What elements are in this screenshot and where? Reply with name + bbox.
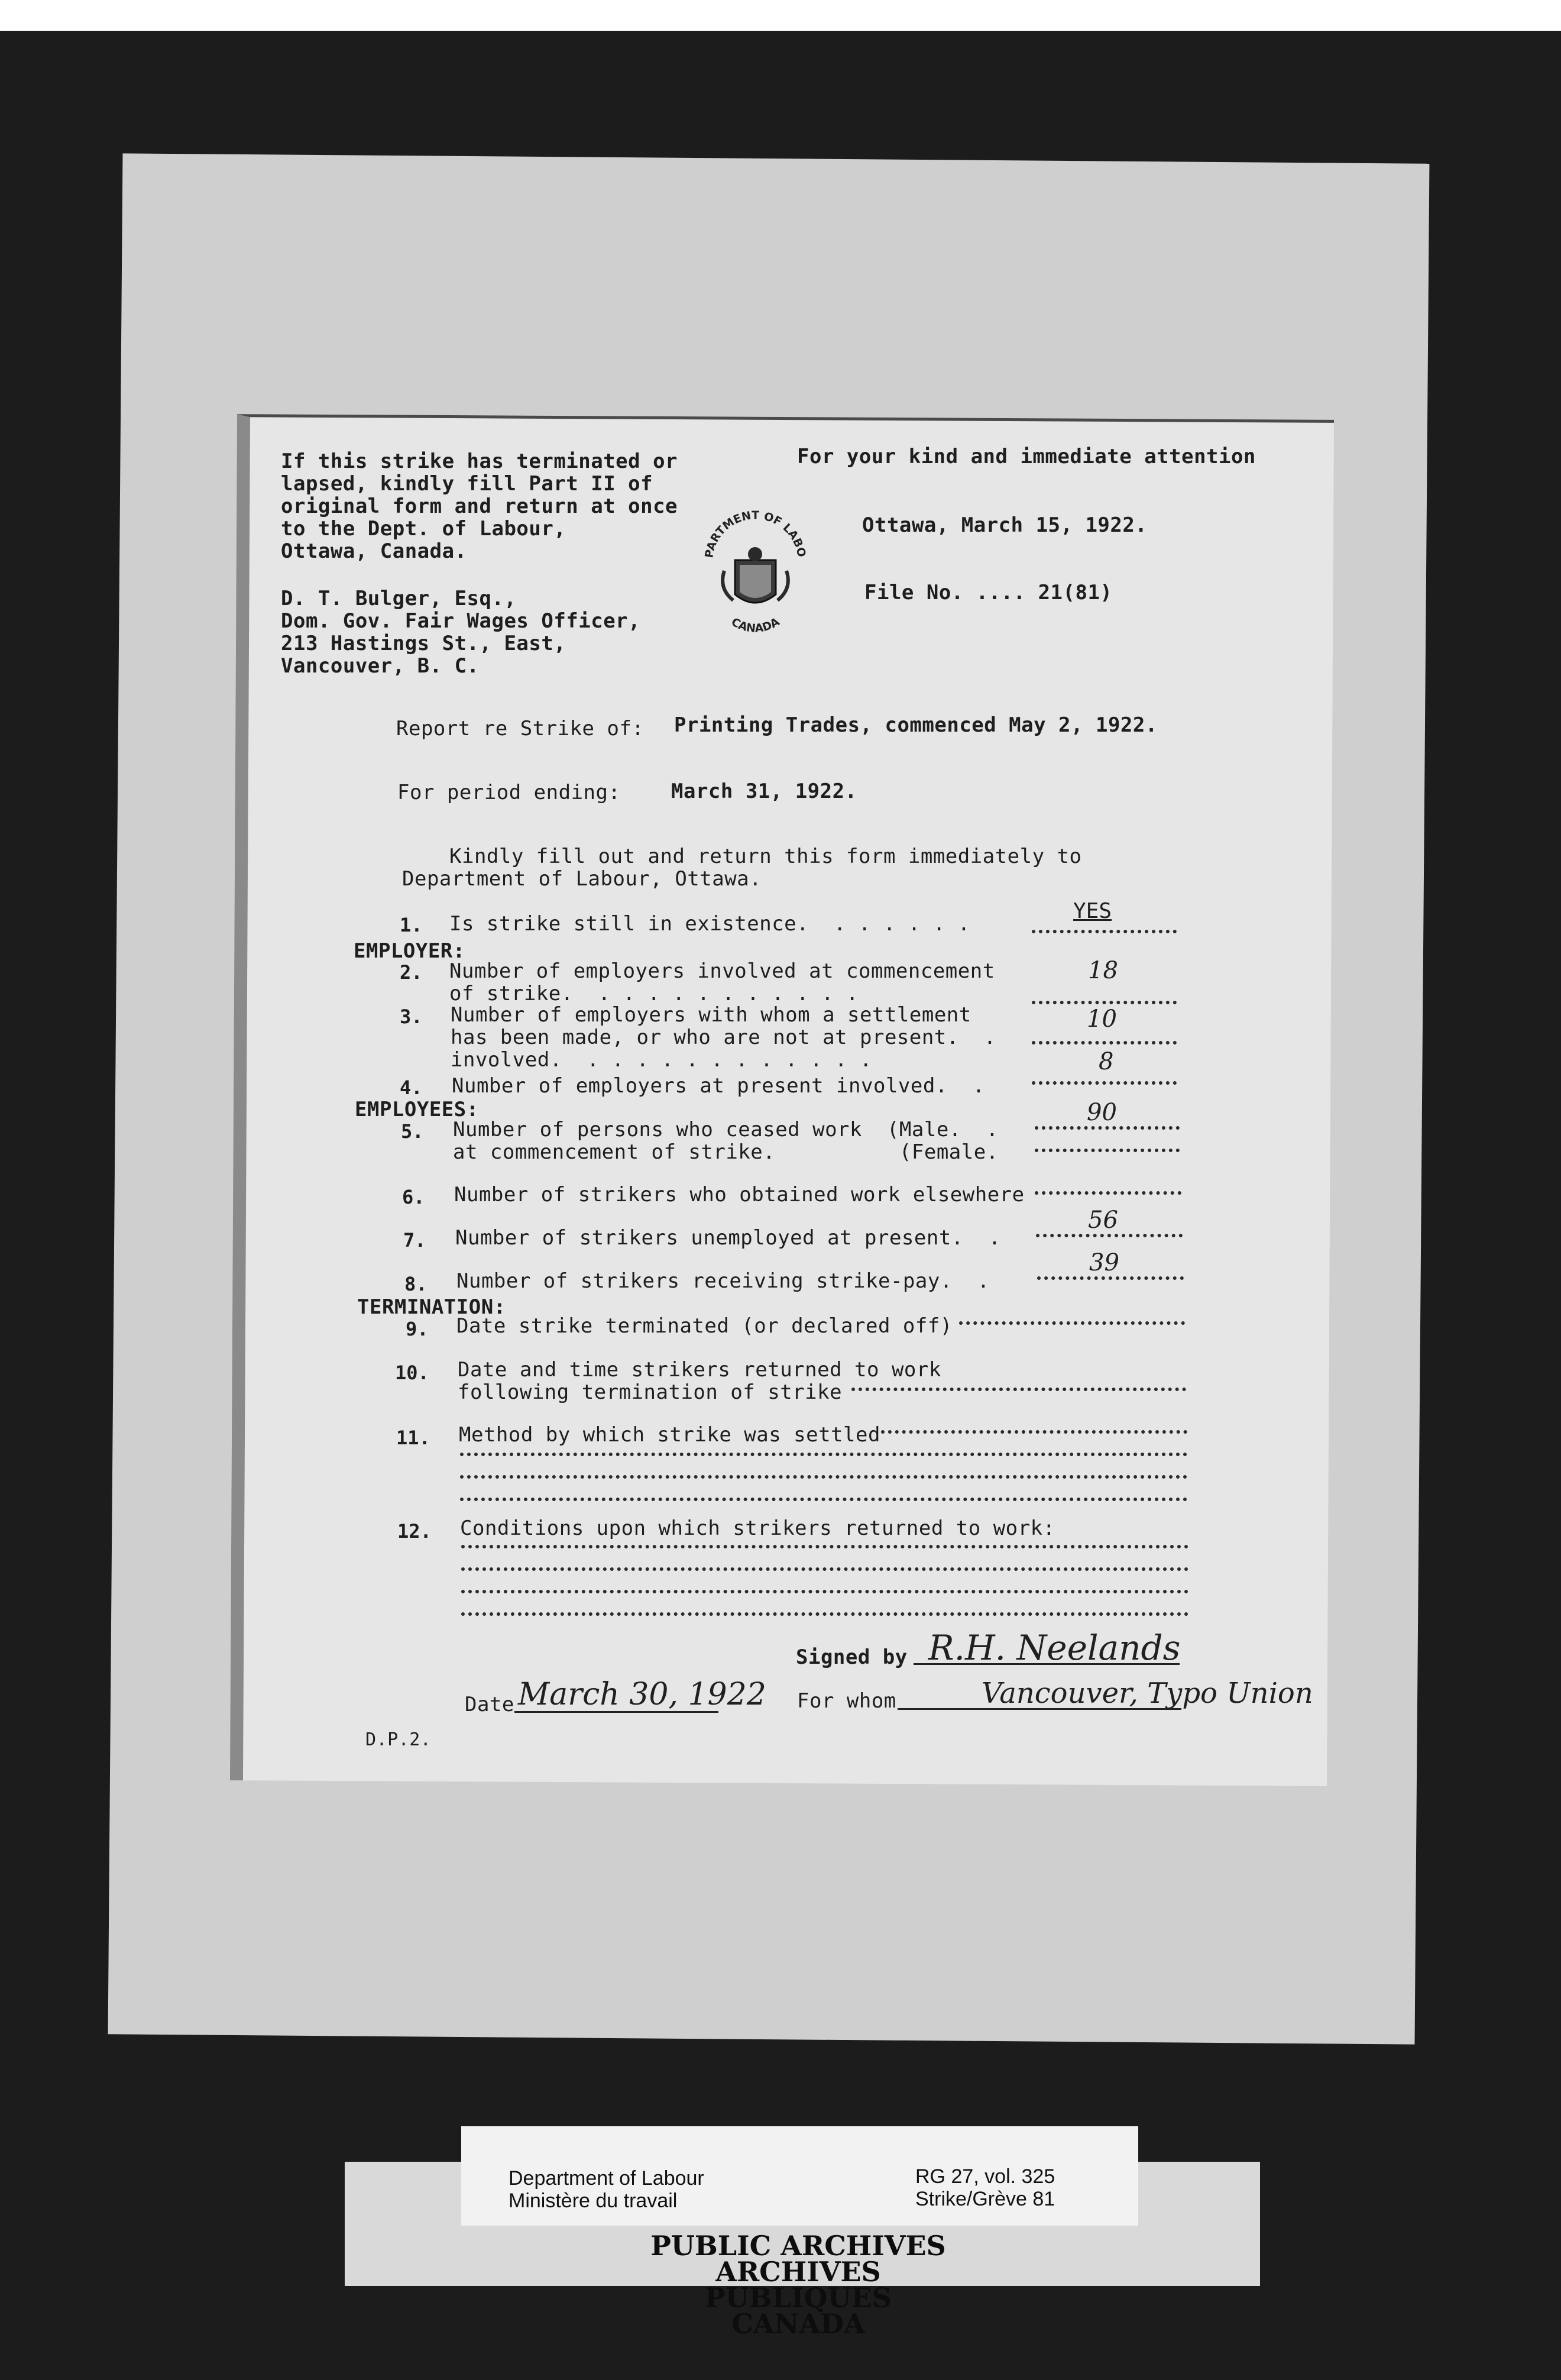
instruction-line-3: original form and return at once — [281, 494, 678, 518]
date-line — [514, 1711, 718, 1713]
question-1-number: 1. — [400, 914, 423, 936]
section-employees: EMPLOYEES: — [355, 1098, 479, 1121]
question-8-text: Number of strikers receiving strike-pay. . — [456, 1269, 990, 1293]
answer-line — [461, 1567, 1188, 1571]
answer-line — [851, 1388, 1186, 1391]
question-3-text-2: has been made, or who are not at present. . — [451, 1026, 996, 1049]
file-number: File No. .... 21(81) — [864, 581, 1113, 604]
instruction-line-5: Ottawa, Canada. — [281, 539, 467, 563]
addressee-line-4: Vancouver, B. C. — [281, 654, 480, 678]
answer-line — [1032, 930, 1177, 933]
question-12-number: 12. — [397, 1520, 432, 1543]
answer-line — [1035, 1126, 1180, 1130]
instruction-line-4: to the Dept. of Labour, — [281, 517, 566, 541]
question-10-number: 10. — [395, 1362, 429, 1384]
seal-top-text: PARTMENT OF LABO — [702, 509, 808, 559]
seal-bottom-text: CANADA — [728, 615, 782, 635]
answer-line — [460, 1498, 1187, 1501]
question-5-text-1: Number of persons who ceased work (Male. . — [453, 1118, 999, 1142]
archive-rg: RG 27, vol. 325 — [915, 2165, 1055, 2188]
question-3-number: 3. — [400, 1005, 423, 1028]
question-8-answer: 39 — [1089, 1249, 1119, 1276]
date-handwritten: March 30, 1922 — [518, 1677, 766, 1712]
for-whom-handwritten: Vancouver, Typo Union — [982, 1677, 1313, 1710]
signature: R.H. Neelands — [928, 1628, 1181, 1668]
question-5-number: 5. — [401, 1120, 424, 1143]
signature-line — [914, 1663, 1180, 1665]
answer-line — [460, 1475, 1187, 1479]
question-6-text: Number of strikers who obtained work elsewhere — [454, 1183, 1025, 1207]
attention-line: For your kind and immediate attention — [797, 445, 1256, 468]
answer-line — [881, 1430, 1187, 1434]
question-1-answer: YES — [1073, 899, 1112, 923]
question-5-answer: 90 — [1087, 1099, 1117, 1126]
question-2-number: 2. — [400, 961, 423, 984]
question-2-text-1: Number of employers involved at commencement — [449, 959, 995, 983]
question-10-text-1: Date and time strikers returned to work — [458, 1358, 941, 1382]
department-of-labour-seal — [701, 506, 810, 639]
strike-label: Report re Strike of: — [396, 717, 645, 740]
answer-line — [461, 1612, 1188, 1616]
question-7-text: Number of strikers unemployed at present. . — [455, 1226, 1001, 1250]
period-value: March 31, 1922. — [671, 780, 857, 803]
section-termination: TERMINATION: — [357, 1295, 506, 1319]
for-whom-label: For whom — [797, 1689, 896, 1713]
question-5-text-2: at commencement of strike. (Female. — [453, 1140, 999, 1164]
section-employer: EMPLOYER: — [354, 939, 465, 963]
question-4-text: Number of employers at present involved. . — [452, 1074, 985, 1098]
stamp-line-1: PUBLIC ARCHIVES — [650, 2230, 946, 2262]
archive-dept-en: Department of Labour — [509, 2167, 704, 2190]
svg-text:CANADA — [729, 615, 782, 635]
question-3-text-3: involved. . . . . . . . . . . . . — [451, 1048, 872, 1072]
public-archives-stamp — [621, 2230, 976, 2340]
intro-line-1: Kindly fill out and return this form immediately to — [449, 845, 1082, 868]
question-3-text-1: Number of employers with whom a settlement — [451, 1003, 971, 1027]
instruction-line-1: If this strike has terminated or — [281, 450, 678, 473]
answer-line — [1035, 1191, 1181, 1195]
answer-line — [1037, 1276, 1184, 1280]
question-7-number: 7. — [403, 1229, 426, 1252]
question-8-number: 8. — [404, 1273, 428, 1295]
question-11-number: 11. — [396, 1427, 430, 1449]
question-6-number: 6. — [402, 1186, 425, 1208]
for-whom-line — [898, 1708, 1181, 1710]
archive-dept-fr: Ministère du travail — [509, 2190, 678, 2212]
answer-line — [1032, 1041, 1177, 1045]
question-2-text-2: of strike. . . . . . . . . . . . — [449, 982, 859, 1005]
question-1-text: Is strike still in existence. . . . . . . — [449, 912, 970, 936]
answer-line — [959, 1321, 1185, 1325]
date-label: Date — [465, 1693, 514, 1716]
archive-strike-number: Strike/Grève 81 — [915, 2188, 1055, 2210]
instruction-line-2: lapsed, kindly fill Part II of — [281, 472, 653, 496]
addressee-line-2: Dom. Gov. Fair Wages Officer, — [281, 609, 641, 633]
stamp-line-3: CANADA — [731, 2308, 865, 2340]
answer-line — [461, 1590, 1188, 1593]
addressee-line-3: 213 Hastings St., East, — [281, 632, 566, 655]
question-4-answer: 8 — [1099, 1048, 1114, 1075]
question-12-text: Conditions upon which strikers returned to work: — [460, 1516, 1055, 1540]
period-label: For period ending: — [397, 781, 621, 804]
answer-line — [460, 1453, 1187, 1456]
form-code: D.P.2. — [365, 1729, 432, 1750]
question-3-answer: 10 — [1087, 1005, 1117, 1033]
question-7-answer: 56 — [1088, 1207, 1118, 1234]
stamp-line-2: ARCHIVES PUBLIQUES — [705, 2256, 892, 2314]
letter-date: Ottawa, March 15, 1922. — [862, 513, 1148, 537]
answer-line — [1032, 1081, 1177, 1085]
question-9-number: 9. — [406, 1318, 429, 1340]
answer-line — [1035, 1149, 1180, 1152]
question-9-text: Date strike terminated (or declared off) — [456, 1314, 953, 1338]
answer-line — [1036, 1234, 1183, 1237]
question-4-number: 4. — [400, 1076, 423, 1099]
strike-value: Printing Trades, commenced May 2, 1922. — [674, 713, 1158, 737]
question-11-text: Method by which strike was settled — [459, 1423, 880, 1447]
addressee-line-1: D. T. Bulger, Esq., — [281, 587, 517, 610]
intro-line-2: Department of Labour, Ottawa. — [402, 867, 762, 891]
question-10-text-2: following termination of strike — [458, 1380, 843, 1404]
answer-line — [1032, 1001, 1177, 1004]
answer-line — [461, 1545, 1188, 1548]
question-2-answer: 18 — [1088, 957, 1118, 984]
signed-by-label: Signed by — [796, 1645, 908, 1669]
